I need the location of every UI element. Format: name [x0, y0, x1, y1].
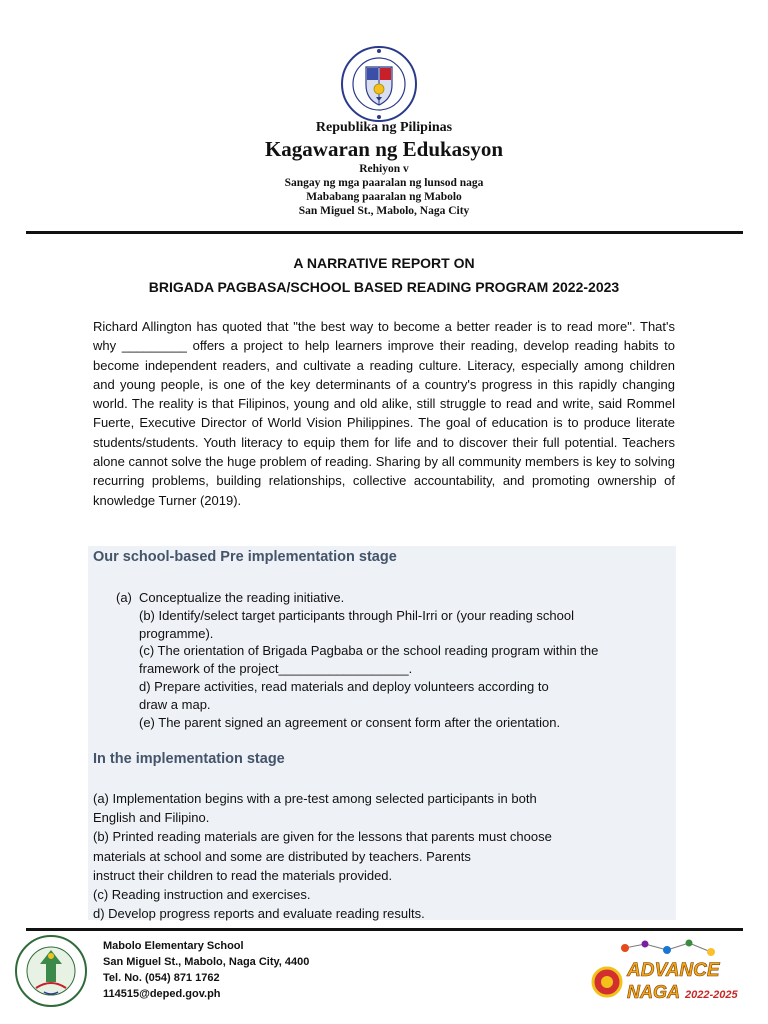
advance-naga-logo-icon: [585, 938, 745, 1008]
list-line: (c) The orientation of Brigada Pagbaba or the school reading program within the: [139, 643, 599, 659]
intro-paragraph: Richard Allington has quoted that "the best way to become a better reader is to read more". That's why _________ offers a project to help learners improve their reading, develop reading habits to become independent readers, and cultivate a reading culture. Literacy, especially among children and young people, is one of the key determinants of a country's progress in this rapidly changing world. The reality is that Filipinos, young and old alike, still struggle to read and write, said Rommel Fuerte, Executive Director of World Vision Philippines. The goal of education is to produce literate students/students. Youth literacy to equip them for life and to discover their full potential. Teachers alone cannot solve the huge problem of reading. Sharing by all community members is key to solving recurring problems, building relationships, collective accountability, and promoting ownership of knowledge Turner (2019).: [93, 319, 675, 508]
school-seal-icon: [14, 934, 88, 1008]
list-item-text: Conceptualize the reading initiative.: [139, 590, 345, 605]
pre-implementation-heading: Our school-based Pre implementation stage: [93, 549, 397, 565]
footer-school-name: Mabolo Elementary School: [103, 940, 244, 952]
list-line: d) Develop progress reports and evaluate reading results.: [93, 906, 425, 922]
list-line: d) Prepare activities, read materials and deploy volunteers according to: [139, 678, 549, 694]
implementation-list: [93, 789, 653, 923]
implementation-heading: In the implementation stage: [93, 751, 285, 767]
footer-address: San Miguel St., Mabolo, Naga City, 4400: [103, 956, 310, 968]
footer-telephone: Tel. No. (054) 871 1762: [103, 972, 220, 984]
letterhead: [0, 119, 768, 218]
footer-email: 114515@deped.gov.ph: [103, 988, 221, 1000]
pre-implementation-list: [116, 589, 656, 731]
list-line: programme).: [139, 625, 214, 641]
list-line: materials at school and some are distributed by teachers. Parents: [93, 848, 471, 864]
report-title-line1: A NARRATIVE REPORT ON: [293, 255, 475, 271]
logo-word-naga: NAGA: [627, 982, 680, 1002]
department-name: Kagawaran ng Edukasyon: [264, 137, 504, 161]
report-title: [0, 251, 768, 299]
logo-years: 2022-2025: [685, 989, 738, 1001]
header-divider: [26, 231, 743, 234]
division-line: Sangay ng mga paaralan ng lunsod naga: [284, 177, 484, 189]
list-line: framework of the project__________________.: [139, 661, 413, 677]
list-line: (b) Identify/select target participants through Phil-Irri or (your reading school: [139, 607, 574, 623]
list-line: English and Filipino.: [93, 810, 210, 826]
list-line: (e) The parent signed an agreement or consent form after the orientation.: [139, 714, 561, 730]
list-item: [116, 589, 656, 607]
list-line: (c) Reading instruction and exercises.: [93, 887, 311, 903]
logo-molecule-dots: [621, 940, 715, 957]
footer-contact: [103, 938, 309, 1002]
republic-line: Republika ng Pilipinas: [315, 120, 453, 135]
list-item-label: (a): [116, 590, 132, 605]
school-line: Mababang paaralan ng Mabolo: [306, 191, 462, 203]
footer-divider: [26, 928, 743, 931]
region-line: Rehiyon v: [359, 163, 409, 175]
list-line: (b) Printed reading materials are given for the lessons that parents must choose: [93, 829, 552, 845]
address-line: San Miguel St., Mabolo, Naga City: [298, 205, 470, 217]
list-item: [116, 607, 656, 732]
report-title-line2: BRIGADA PAGBASA/SCHOOL BASED READING PROGRAM 2022-2023: [148, 279, 620, 295]
list-line: draw a map.: [139, 696, 211, 712]
list-line: instruct their children to read the materials provided.: [93, 867, 393, 883]
deped-seal-icon: [340, 45, 418, 123]
logo-word-advance: ADVANCE: [627, 960, 720, 981]
list-line: (a) Implementation begins with a pre-test among selected participants in both: [93, 791, 537, 806]
